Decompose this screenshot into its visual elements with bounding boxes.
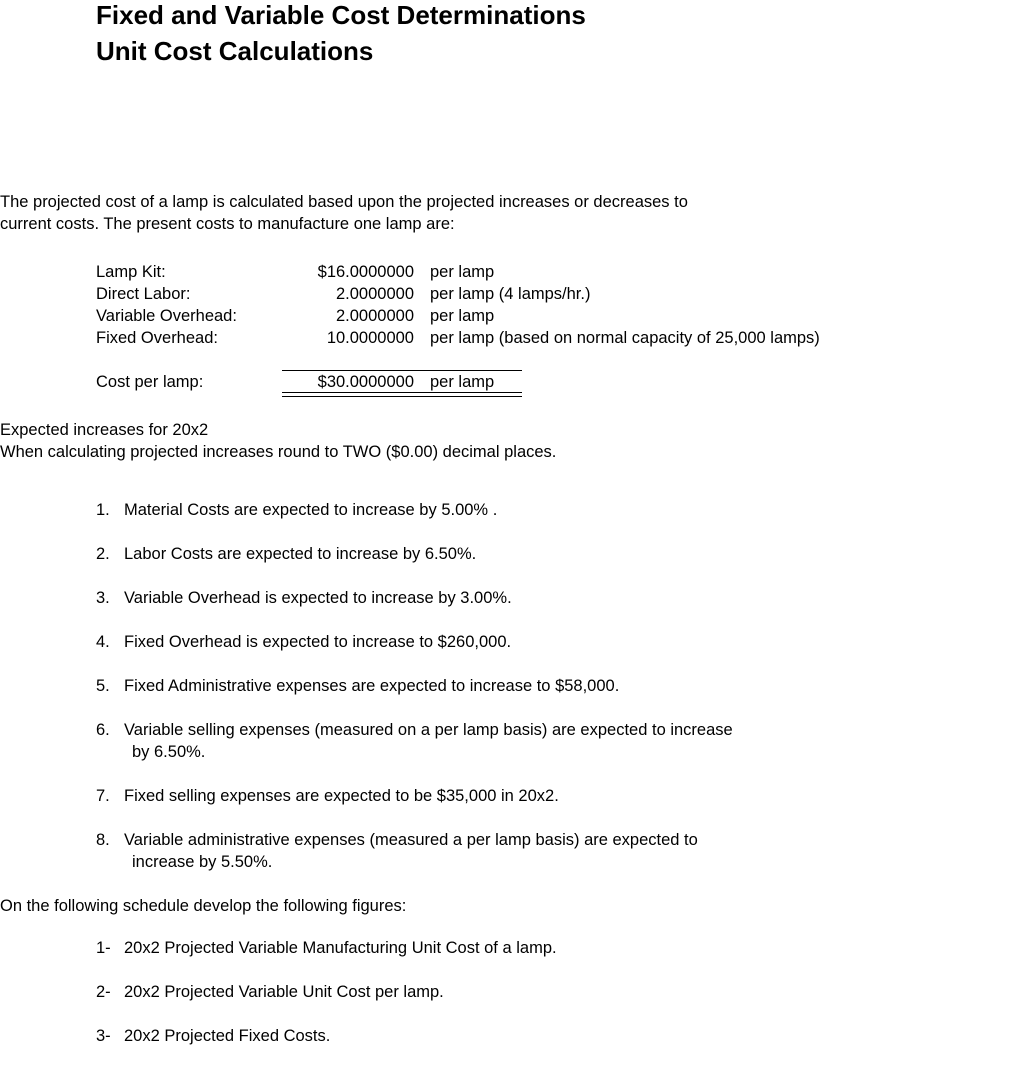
cost-value: 10.0000000 [326,329,414,347]
cost-unit: per lamp [430,263,495,281]
cost-unit: per lamp [430,307,495,325]
cost-value: 2.0000000 [336,285,414,303]
list-item-text: Variable administrative expenses (measured a per lamp basis) are expected to [124,831,698,849]
list-item-number: 3. [96,589,110,607]
list-item-number: 1- [96,939,111,957]
total-label: Cost per lamp: [96,373,204,391]
total-double-rule [282,392,522,397]
list-item-number: 3- [96,1027,111,1045]
list-item-text: Fixed Overhead is expected to increase to $260,000. [124,633,512,651]
cost-value: $16.0000000 [317,263,414,281]
list-item-text: Variable Overhead is expected to increase by 3.00%. [124,589,512,607]
total-value: $30.0000000 [317,373,414,391]
list-item-text: Labor Costs are expected to increase by 6.50%. [124,545,477,563]
cost-label: Variable Overhead: [96,307,237,325]
list-item-continuation: increase by 5.50%. [132,853,273,871]
list-item-text: Fixed Administrative expenses are expected to increase to $58,000. [124,677,620,695]
rounding-note: When calculating projected increases round to TWO ($0.00) decimal places. [0,443,557,461]
cost-label: Direct Labor: [96,285,191,303]
cost-label: Lamp Kit: [96,263,166,281]
list-item-number: 8. [96,831,110,849]
list-item-number: 6. [96,721,110,739]
list-item-text: 20x2 Projected Variable Unit Cost per lamp. [124,983,444,1001]
total-unit: per lamp [430,373,495,391]
list-item-text: Variable selling expenses (measured on a per lamp basis) are expected to increase [124,721,733,739]
list-item-number: 7. [96,787,110,805]
list-item-text: 20x2 Projected Fixed Costs. [124,1027,331,1045]
cost-value: 2.0000000 [336,307,414,325]
list-item-text: 20x2 Projected Variable Manufacturing Unit Cost of a lamp. [124,939,557,957]
expected-heading: Expected increases for 20x2 [0,421,209,439]
cost-label: Fixed Overhead: [96,329,218,347]
page-title: Fixed and Variable Cost Determinations [96,0,586,30]
cost-unit: per lamp (based on normal capacity of 25,000 lamps) [430,329,820,347]
list-item-number: 2- [96,983,111,1001]
list-item-continuation: by 6.50%. [132,743,206,761]
list-item-number: 4. [96,633,110,651]
intro-line-2: current costs. The present costs to manufacture one lamp are: [0,215,455,233]
list-item-text: Material Costs are expected to increase by 5.00% . [124,501,498,519]
list-item-text: Fixed selling expenses are expected to be $35,000 in 20x2. [124,787,559,805]
list-item-number: 2. [96,545,110,563]
schedule-intro: On the following schedule develop the following figures: [0,897,407,915]
list-item-number: 1. [96,501,110,519]
cost-unit: per lamp (4 lamps/hr.) [430,285,591,303]
intro-line-1: The projected cost of a lamp is calculated based upon the projected increases or decreases to [0,193,688,211]
list-item-number: 5. [96,677,110,695]
page-subtitle: Unit Cost Calculations [96,36,374,66]
